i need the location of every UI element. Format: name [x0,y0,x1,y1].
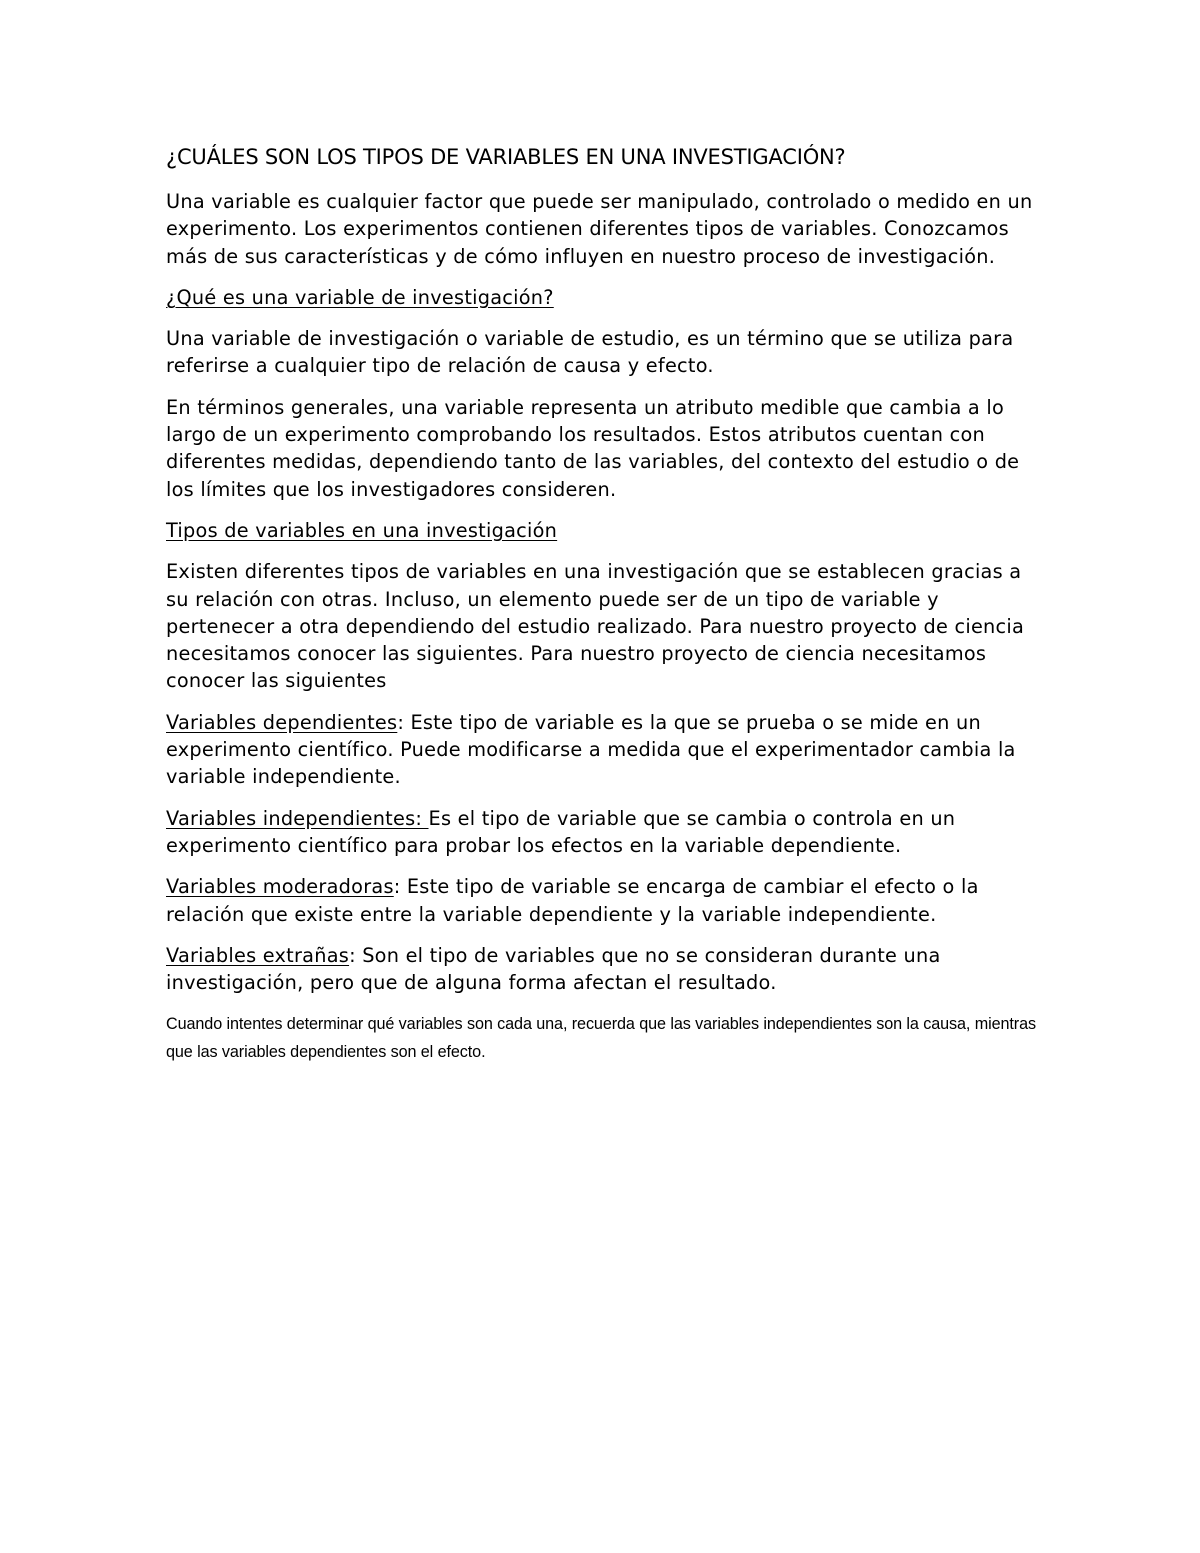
document-page [166,140,1046,1066]
type-independent-paragraph [166,805,1046,860]
type-term-independent: Variables independientes: [166,806,429,830]
type-description-moderator: : Este tipo de variable se encarga de cambiar el efecto o la relación que existe entre la variable dependiente y la variable independiente. [166,875,979,926]
document-title: ¿CUÁLES SON LOS TIPOS DE VARIABLES EN UNA INVESTIGACIÓN? [166,145,846,169]
type-extraneous-paragraph [166,942,1046,997]
intro-paragraph: Una variable es cualquier factor que puede ser manipulado, controlado o medido en un experimento. Los experimentos contienen diferentes tipos de variables. Conozcamos más de sus características y de cómo influyen en nuestro proceso de investigación. [166,190,1033,268]
type-dependent-paragraph [166,709,1046,791]
types-intro-paragraph: Existen diferentes tipos de variables en una investigación que se establecen gracias a su relación con otras. Incluso, un elemento puede ser de un tipo de variable y pertenecer a otra dependiendo del estudio realizado. Para nuestro proyecto de ciencia necesitamos conocer las siguientes. Para nuestro proyecto de ciencia necesitamos conocer las siguientes [166,560,1025,693]
type-description-independent: Es el tipo de variable que se cambia o controla en un experimento científico para probar los efectos en la variable dependiente. [166,806,956,857]
type-term-extraneous: Variables extrañas [166,943,350,967]
section-heading-variable-types: Tipos de variables en una investigación [166,518,558,542]
general-terms-paragraph: En términos generales, una variable representa un atributo medible que cambia a lo largo de un experimento comprobando los resultados. Estos atributos cuentan con diferentes medidas, dependiendo tanto de las variables, del contexto del estudio o de los límites que los investigadores consideren. [166,395,1020,501]
type-term-moderator: Variables moderadoras [166,875,394,899]
definition-paragraph: Una variable de investigación o variable de estudio, es un término que se utiliza para referirse a cualquier tipo de relación de causa y efecto. [166,327,1014,378]
type-term-dependent: Variables dependientes [166,710,398,734]
section-heading-what-is-variable: ¿Qué es una variable de investigación? [166,285,554,309]
type-description-extraneous: : Son el tipo de variables que no se consideran durante una investigación, pero que de alguna forma afectan el resultado. [166,943,941,995]
type-description-dependent: : Este tipo de variable es la que se prueba o se mide en un experimento científico. Puede modificarse a medida que el experimentador cambia la variable independiente. [166,710,1016,789]
type-moderator-paragraph [166,873,1046,928]
closing-note: Cuando intentes determinar qué variables son cada una, recuerda que las variables independientes son la causa, mientras que las variables dependientes son el efecto. [166,1015,1036,1062]
